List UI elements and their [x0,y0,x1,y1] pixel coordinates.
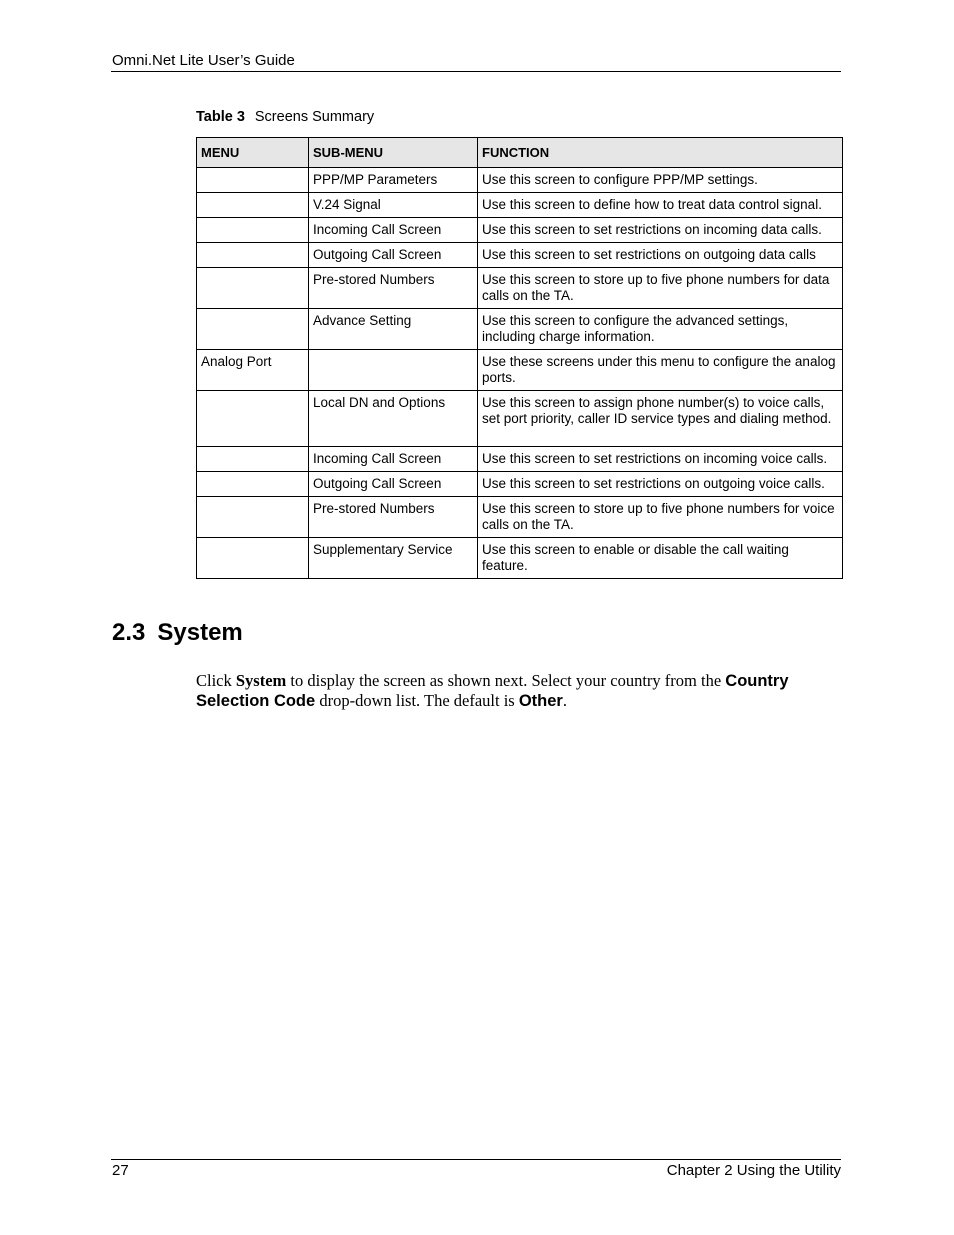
running-header: Omni.Net Lite User’s Guide [112,52,295,69]
paragraph-text: drop-down list. The default is [315,691,519,710]
table-row [197,218,843,243]
cell-function: Use this screen to define how to treat data control signal. [478,193,843,218]
cell-menu [197,168,309,193]
cell-submenu: Outgoing Call Screen [309,243,478,268]
section-number: 2.3 [112,619,146,646]
cell-function: Use this screen to configure the advanced settings, including charge information. [478,309,843,350]
body-paragraph [196,671,846,711]
cell-menu [197,193,309,218]
cell-submenu: Pre-stored Numbers [309,268,478,309]
section-title: System [157,619,243,646]
paragraph-text: . [562,691,567,710]
cell-submenu [309,350,478,391]
table-caption-label: Table 3 [196,109,245,125]
table-row [197,309,843,350]
cell-submenu: Outgoing Call Screen [309,472,478,497]
cell-function: Use this screen to set restrictions on incoming voice calls. [478,447,843,472]
section-heading [112,617,243,649]
cell-submenu: Pre-stored Numbers [309,497,478,538]
table-row [197,447,843,472]
cell-function: Use this screen to enable or disable the call waiting feature. [478,538,843,579]
cell-submenu: Incoming Call Screen [309,447,478,472]
cell-function: Use these screens under this menu to configure the analog ports. [478,350,843,391]
column-header-function: FUNCTION [478,138,843,168]
cell-menu [197,309,309,350]
cell-function: Use this screen to set restrictions on outgoing voice calls. [478,472,843,497]
cell-menu [197,391,309,447]
table-row [197,391,843,447]
cell-function: Use this screen to store up to five phone numbers for voice calls on the TA. [478,497,843,538]
footer-divider [111,1159,841,1160]
table-row [197,243,843,268]
chapter-title: Chapter 2 Using the Utility [666,1162,841,1179]
table-header-row [197,138,843,168]
cell-function: Use this screen to assign phone number(s) to voice calls, set port priority, caller ID service types and dialing method. [478,391,843,447]
table-caption-title: Screens Summary [254,109,375,125]
header-divider [111,71,841,72]
cell-menu [197,447,309,472]
table-row [197,538,843,579]
paragraph-text: to display the screen as shown next. Select your country from the [286,671,726,690]
paragraph-text: Click [196,671,236,690]
screens-summary-table [196,137,843,579]
table-row [197,193,843,218]
column-header-submenu: SUB-MENU [309,138,478,168]
table-row [197,168,843,193]
cell-function: Use this screen to set restrictions on incoming data calls. [478,218,843,243]
table-caption [196,108,374,126]
table-row [197,350,843,391]
cell-menu [197,472,309,497]
cell-submenu: V.24 Signal [309,193,478,218]
cell-menu [197,497,309,538]
cell-submenu: Local DN and Options [309,391,478,447]
table-row [197,497,843,538]
paragraph-bold-country-code: Country Selection Code [196,672,789,710]
table-row [197,268,843,309]
cell-submenu: PPP/MP Parameters [309,168,478,193]
table-row [197,472,843,497]
cell-menu [197,218,309,243]
cell-menu [197,243,309,268]
cell-menu [197,538,309,579]
cell-submenu: Incoming Call Screen [309,218,478,243]
cell-menu: Analog Port [197,350,309,391]
cell-function: Use this screen to store up to five phone numbers for data calls on the TA. [478,268,843,309]
cell-submenu: Advance Setting [309,309,478,350]
column-header-menu: MENU [197,138,309,168]
cell-submenu: Supplementary Service [309,538,478,579]
page-number: 27 [112,1162,129,1179]
cell-menu [197,268,309,309]
cell-function: Use this screen to set restrictions on outgoing data calls [478,243,843,268]
cell-function: Use this screen to configure PPP/MP settings. [478,168,843,193]
paragraph-bold-system: System [235,671,287,690]
paragraph-bold-other: Other [518,692,563,710]
